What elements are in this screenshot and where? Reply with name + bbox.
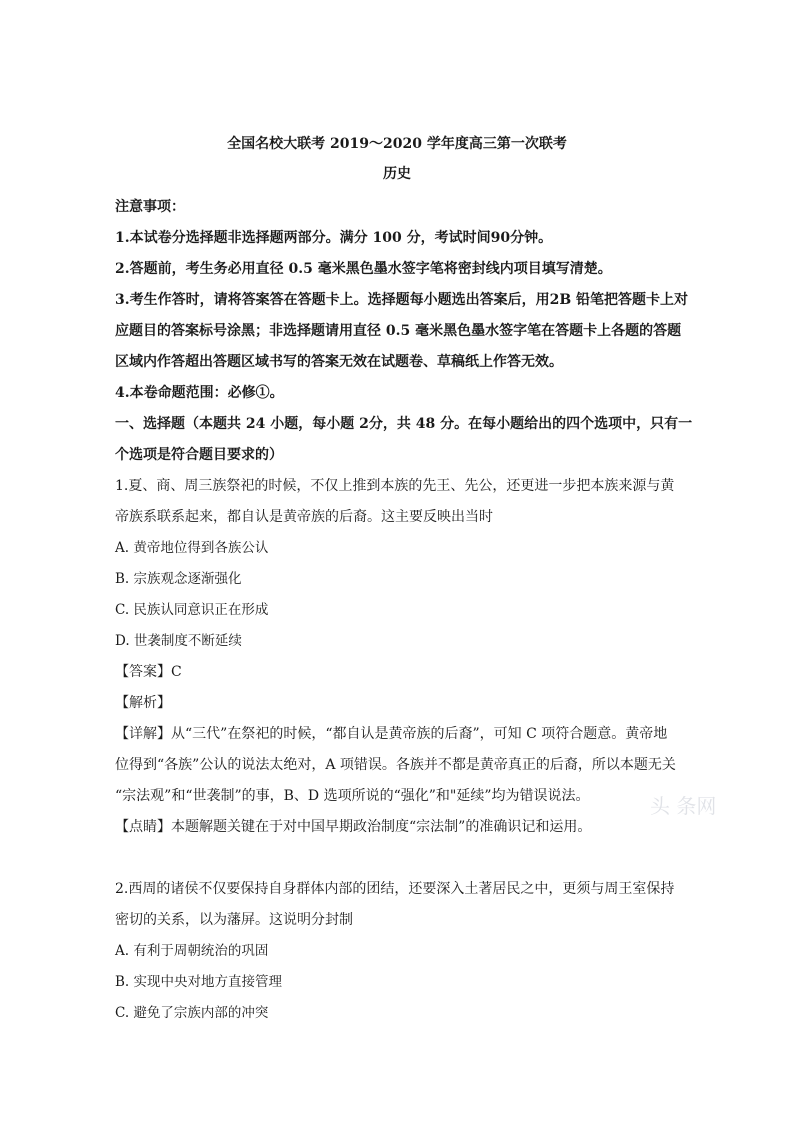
notice-item: 应题目的答案标号涂黑；非选择题请用直径 0.5 毫米黑色墨水签字笔在答题卡上各题的答题: [115, 323, 682, 339]
notice-item: 4.本卷命题范围：必修①。: [115, 385, 284, 401]
subject-title: 历史: [383, 166, 411, 182]
answer-option: B. 实现中央对地方直接管理: [115, 974, 283, 990]
question-stem: 密切的关系，以为藩屏。这说明分封制: [115, 912, 353, 928]
answer-key: 【答案】C: [115, 664, 182, 680]
watermark: 头 条网: [650, 794, 717, 818]
question-stem: 1.夏、商、周三族祭祀的时候，不仅上推到本族的先王、先公，还更进一步把本族来源与黄: [115, 478, 675, 494]
notice-item: 1.本试卷分选择题非选择题两部分。满分 100 分，考试时间90分钟。: [115, 230, 553, 246]
notice-item: 区域内作答超出答题区域书写的答案无效在试题卷、草稿纸上作答无效。: [115, 354, 563, 370]
notice-item: 2.答题前，考生务必用直径 0.5 毫米黑色墨水签字笔将密封线内项目填写清楚。: [115, 261, 612, 277]
exam-title: 全国名校大联考 2019～2020 学年度高三第一次联考: [227, 136, 567, 152]
answer-option: A. 黄帝地位得到各族公认: [115, 540, 269, 556]
section-heading: 一、选择题（本题共 24 小题，每小题 2分，共 48 分。在每小题给出的四个选项中，只有一: [115, 416, 693, 432]
section-heading-cont: 个选项是符合题目要求的）: [115, 447, 283, 463]
analysis-heading: 【解析】: [115, 695, 171, 711]
answer-option: B. 宗族观念逐渐强化: [115, 571, 242, 587]
analysis-detail: 位得到“各族”公认的说法太绝对，A 项错误。各族并不都是黄帝真正的后裔，所以本题无关: [115, 757, 676, 773]
notice-item: 3.考生作答时，请将答案答在答题卡上。选择题每小题选出答案后，用2B 铅笔把答题卡上对: [115, 292, 689, 308]
analysis-detail: “宗法观”和“世袭制”的事，B、D 选项所说的“强化”和"延续”均为错误说法。: [115, 788, 590, 804]
answer-option: A. 有利于周朝统治的巩固: [115, 943, 269, 959]
answer-option: C. 民族认同意识正在形成: [115, 602, 269, 618]
answer-option: D. 世袭制度不断延续: [115, 633, 242, 649]
answer-option: C. 避免了宗族内部的冲突: [115, 1005, 269, 1021]
question-stem: 2.西周的诸侯不仅要保持自身群体内部的团结，还要深入土著居民之中，更须与周王室保持: [115, 881, 675, 897]
analysis-detail: 【详解】从“三代”在祭祀的时候，“都自认是黄帝族的后裔”，可知 C 项符合题意。黄帝地: [115, 726, 668, 742]
analysis-point: 【点睛】本题解题关键在于对中国早期政治制度“宗法制”的准确识记和运用。: [115, 819, 592, 835]
notice-heading: 注意事项：: [115, 199, 185, 215]
question-stem: 帝族系联系起来，都自认是黄帝族的后裔。这主要反映出当时: [115, 509, 493, 525]
